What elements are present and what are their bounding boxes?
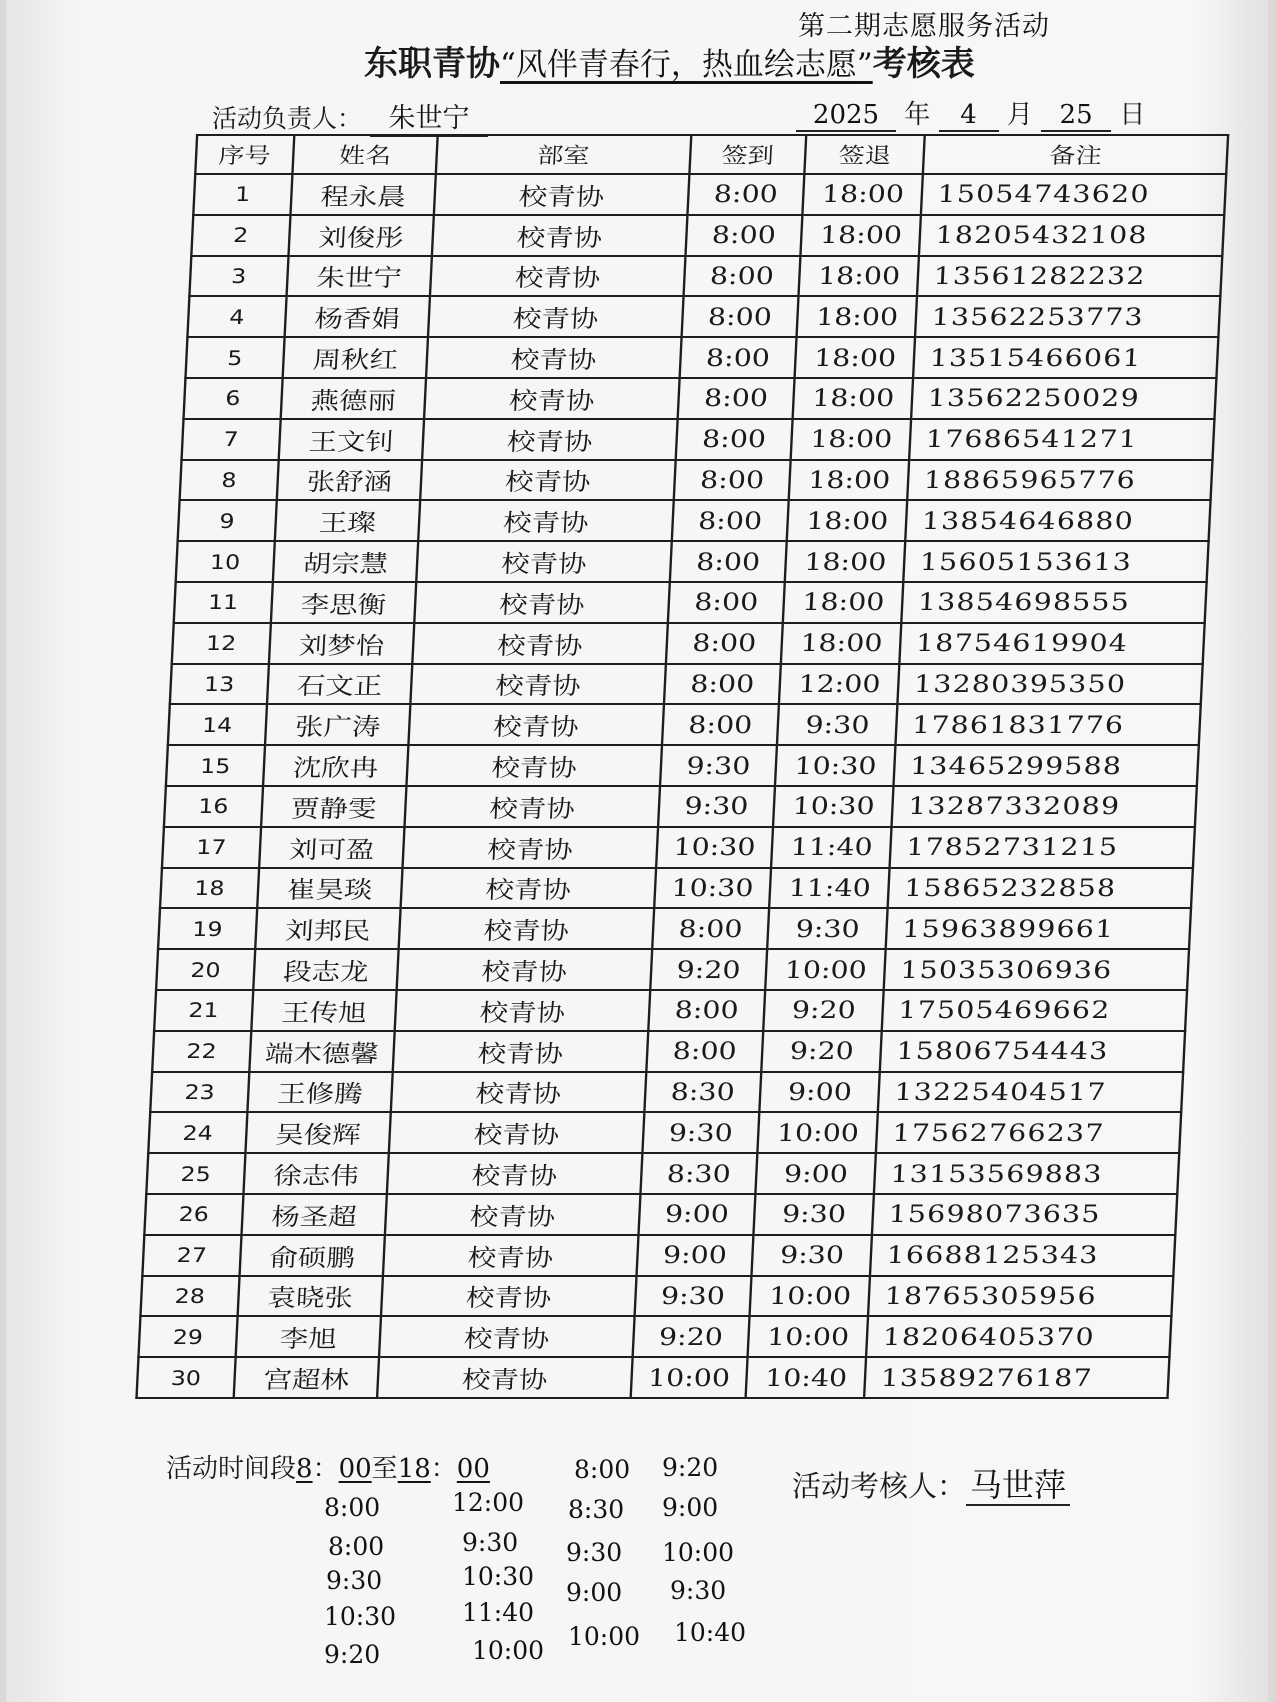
cell-department: 校青协 bbox=[423, 419, 678, 460]
cell-department: 校青协 bbox=[411, 664, 666, 705]
leader-name: 朱世宁 bbox=[370, 96, 488, 137]
cell-sign-in: 9:30 bbox=[659, 745, 777, 786]
slot-start-time: 8:30 bbox=[568, 1495, 625, 1524]
cell-index: 27 bbox=[142, 1235, 241, 1276]
table-row bbox=[189, 256, 1222, 297]
cell-sign-out: 18:00 bbox=[797, 296, 917, 337]
cell-sign-out: 18:00 bbox=[789, 460, 909, 501]
reviewer-label: 活动考核人： bbox=[792, 1469, 967, 1503]
cell-department: 校青协 bbox=[395, 990, 650, 1031]
cell-sign-in: 8:00 bbox=[685, 215, 803, 256]
cell-sign-in: 9:20 bbox=[632, 1316, 750, 1357]
table-row bbox=[162, 827, 1195, 868]
cell-remarks: 18865965776 bbox=[907, 460, 1212, 501]
period-sep-1: ： bbox=[312, 1454, 339, 1484]
title-quote: “风伴青春行，热血绘志愿” bbox=[500, 47, 873, 83]
table-row bbox=[184, 378, 1217, 419]
cell-index: 26 bbox=[144, 1194, 243, 1235]
slot-start-time: 9:00 bbox=[566, 1578, 623, 1607]
column-header-index: 序号 bbox=[195, 135, 294, 174]
title-suffix: 考核表 bbox=[872, 44, 975, 84]
cell-sign-in: 8:00 bbox=[652, 908, 770, 949]
date-line bbox=[796, 94, 1145, 132]
cell-index: 24 bbox=[148, 1112, 247, 1153]
slot-end-time: 10:30 bbox=[462, 1562, 535, 1591]
period-sep-2: ： bbox=[430, 1454, 457, 1484]
cell-sign-in: 8:00 bbox=[683, 256, 801, 297]
cell-sign-out: 18:00 bbox=[793, 378, 913, 419]
cell-remarks: 13561282232 bbox=[917, 256, 1222, 297]
cell-department: 校青协 bbox=[379, 1316, 634, 1357]
slot-start-time: 9:20 bbox=[324, 1640, 381, 1669]
cell-sign-in: 8:00 bbox=[681, 296, 799, 337]
slot-start-time: 8:00 bbox=[324, 1493, 381, 1522]
cell-remarks: 13287332089 bbox=[892, 786, 1197, 827]
cell-index: 8 bbox=[180, 460, 279, 501]
cell-sign-in: 8:00 bbox=[665, 623, 783, 664]
cell-index: 16 bbox=[164, 786, 263, 827]
cell-index: 30 bbox=[137, 1357, 236, 1398]
cell-index: 4 bbox=[187, 296, 286, 337]
cell-name: 王文钊 bbox=[278, 419, 424, 460]
cell-remarks: 16688125343 bbox=[870, 1235, 1175, 1276]
cell-index: 5 bbox=[185, 337, 284, 378]
column-header-remarks: 备注 bbox=[923, 135, 1228, 174]
cell-sign-in: 8:30 bbox=[644, 1072, 762, 1113]
cell-index: 3 bbox=[189, 256, 288, 297]
cell-remarks: 17861831776 bbox=[896, 704, 1201, 745]
cell-sign-in: 8:00 bbox=[646, 1031, 764, 1072]
cell-department: 校青协 bbox=[399, 908, 654, 949]
cell-sign-in: 10:00 bbox=[630, 1357, 748, 1398]
cell-index: 22 bbox=[152, 1031, 251, 1072]
cell-sign-in: 9:20 bbox=[650, 949, 768, 990]
cell-name: 王传旭 bbox=[251, 990, 397, 1031]
cell-name: 李旭 bbox=[235, 1316, 381, 1357]
cell-sign-out: 10:30 bbox=[775, 745, 895, 786]
column-header-sign-out: 签退 bbox=[805, 135, 925, 174]
table-row bbox=[137, 1357, 1170, 1398]
cell-name: 刘邦民 bbox=[255, 908, 401, 949]
cell-remarks: 18754619904 bbox=[900, 623, 1205, 664]
activity-subtitle: 第二期志愿服务活动 bbox=[798, 11, 1050, 42]
reviewer-name: 马世萍 bbox=[966, 1466, 1070, 1506]
cell-sign-out: 12:00 bbox=[779, 664, 899, 705]
cell-index: 23 bbox=[150, 1072, 249, 1113]
table-row bbox=[182, 419, 1215, 460]
cell-remarks: 13280395350 bbox=[898, 664, 1203, 705]
table-row bbox=[178, 500, 1211, 541]
slot-end-time: 11:40 bbox=[462, 1598, 535, 1627]
table-row bbox=[142, 1235, 1175, 1276]
cell-sign-out: 18:00 bbox=[799, 256, 919, 297]
cell-index: 1 bbox=[193, 174, 292, 215]
cell-remarks: 15806754443 bbox=[880, 1031, 1185, 1072]
cell-name: 宫超林 bbox=[233, 1357, 379, 1398]
cell-department: 校青协 bbox=[385, 1194, 640, 1235]
cell-department: 校青协 bbox=[387, 1153, 642, 1194]
cell-remarks: 13515466061 bbox=[913, 337, 1218, 378]
cell-index: 14 bbox=[168, 704, 267, 745]
cell-sign-out: 9:00 bbox=[760, 1072, 880, 1113]
column-header-sign-in: 签到 bbox=[689, 135, 807, 174]
cell-remarks: 18205432108 bbox=[919, 215, 1224, 256]
cell-remarks: 15605153613 bbox=[904, 541, 1209, 582]
date-year-unit: 年 bbox=[904, 100, 931, 130]
cell-department: 校青协 bbox=[401, 868, 656, 909]
period-start-hour: 8 bbox=[296, 1454, 313, 1484]
cell-name: 段志龙 bbox=[253, 949, 399, 990]
cell-sign-in: 9:30 bbox=[657, 786, 775, 827]
table-row bbox=[174, 582, 1207, 623]
table-row bbox=[193, 174, 1226, 215]
attendance-table bbox=[135, 134, 1229, 1399]
cell-department: 校青协 bbox=[419, 500, 674, 541]
cell-index: 6 bbox=[184, 378, 283, 419]
cell-sign-in: 9:30 bbox=[642, 1112, 760, 1153]
cell-department: 校青协 bbox=[434, 174, 689, 215]
cell-sign-out: 9:20 bbox=[764, 990, 884, 1031]
cell-remarks: 13562250029 bbox=[911, 378, 1216, 419]
cell-sign-in: 8:00 bbox=[663, 664, 781, 705]
cell-sign-out: 11:40 bbox=[770, 868, 890, 909]
cell-name: 朱世宁 bbox=[286, 256, 432, 297]
cell-remarks: 13465299588 bbox=[894, 745, 1199, 786]
cell-sign-out: 18:00 bbox=[795, 337, 915, 378]
cell-index: 9 bbox=[178, 500, 277, 541]
table-row bbox=[158, 908, 1191, 949]
date-month: 4 bbox=[939, 100, 999, 132]
cell-index: 12 bbox=[172, 623, 271, 664]
cell-index: 20 bbox=[156, 949, 255, 990]
cell-name: 燕德丽 bbox=[280, 378, 426, 419]
period-end-hour: 18 bbox=[397, 1454, 431, 1484]
cell-remarks: 17852731215 bbox=[890, 827, 1195, 868]
table-row bbox=[166, 745, 1199, 786]
slot-end-time: 9:30 bbox=[670, 1576, 727, 1605]
cell-sign-out: 9:30 bbox=[777, 704, 897, 745]
cell-name: 贾静雯 bbox=[261, 786, 407, 827]
cell-name: 石文正 bbox=[267, 664, 413, 705]
cell-department: 校青协 bbox=[432, 215, 687, 256]
table-row bbox=[170, 664, 1203, 705]
cell-sign-out: 11:40 bbox=[772, 827, 892, 868]
reviewer-line bbox=[792, 1460, 1070, 1506]
cell-department: 校青协 bbox=[389, 1112, 644, 1153]
cell-index: 18 bbox=[160, 868, 259, 909]
cell-remarks: 15698073635 bbox=[872, 1194, 1177, 1235]
cell-sign-in: 9:30 bbox=[634, 1276, 752, 1317]
slot-end-time: 10:00 bbox=[472, 1636, 545, 1665]
table-row bbox=[138, 1316, 1171, 1357]
cell-department: 校青协 bbox=[426, 337, 681, 378]
cell-sign-in: 8:00 bbox=[673, 460, 791, 501]
cell-sign-out: 18:00 bbox=[783, 582, 903, 623]
cell-sign-out: 18:00 bbox=[803, 174, 923, 215]
slot-start-time: 8:00 bbox=[328, 1532, 385, 1561]
cell-department: 校青协 bbox=[409, 704, 664, 745]
slot-end-time: 9:20 bbox=[662, 1453, 719, 1482]
cell-sign-in: 10:30 bbox=[654, 868, 772, 909]
slot-end-time: 10:00 bbox=[662, 1538, 735, 1567]
cell-name: 俞硕鹏 bbox=[239, 1235, 385, 1276]
cell-remarks: 17505469662 bbox=[882, 990, 1187, 1031]
slot-end-time: 12:00 bbox=[452, 1488, 525, 1517]
period-to: 至 bbox=[371, 1454, 398, 1484]
cell-sign-out: 9:00 bbox=[756, 1153, 876, 1194]
cell-index: 17 bbox=[162, 827, 261, 868]
cell-department: 校青协 bbox=[393, 1031, 648, 1072]
table-row bbox=[180, 460, 1213, 501]
cell-department: 校青协 bbox=[428, 296, 683, 337]
cell-remarks: 18765305956 bbox=[868, 1276, 1173, 1317]
activity-period bbox=[166, 1448, 490, 1485]
cell-sign-in: 8:00 bbox=[679, 337, 797, 378]
cell-department: 校青协 bbox=[430, 256, 685, 297]
cell-department: 校青协 bbox=[405, 786, 660, 827]
table-row bbox=[191, 215, 1224, 256]
period-end-minute: 00 bbox=[456, 1454, 490, 1484]
date-day-unit: 日 bbox=[1119, 100, 1146, 130]
date-year: 2025 bbox=[796, 100, 896, 132]
cell-department: 校青协 bbox=[424, 378, 679, 419]
title-prefix: 东职青协 bbox=[364, 44, 500, 84]
cell-department: 校青协 bbox=[377, 1357, 632, 1398]
document-page bbox=[6, 0, 1268, 1702]
table-row bbox=[185, 337, 1218, 378]
cell-name: 徐志伟 bbox=[243, 1153, 389, 1194]
form-title bbox=[364, 36, 975, 85]
cell-sign-out: 10:30 bbox=[773, 786, 893, 827]
cell-department: 校青协 bbox=[403, 827, 658, 868]
slot-end-time: 10:40 bbox=[674, 1618, 747, 1647]
cell-sign-out: 18:00 bbox=[785, 541, 905, 582]
cell-index: 13 bbox=[170, 664, 269, 705]
table-row bbox=[164, 786, 1197, 827]
cell-name: 王修腾 bbox=[247, 1072, 393, 1113]
cell-remarks: 13854646880 bbox=[906, 500, 1211, 541]
cell-remarks: 13225404517 bbox=[878, 1072, 1183, 1113]
table-row bbox=[154, 990, 1187, 1031]
cell-index: 28 bbox=[140, 1276, 239, 1317]
cell-sign-in: 8:00 bbox=[671, 500, 789, 541]
table-row bbox=[176, 541, 1209, 582]
cell-sign-in: 9:00 bbox=[636, 1235, 754, 1276]
cell-sign-in: 8:30 bbox=[640, 1153, 758, 1194]
cell-department: 校青协 bbox=[421, 460, 676, 501]
column-header-name: 姓名 bbox=[292, 135, 438, 174]
cell-sign-out: 10:00 bbox=[750, 1276, 870, 1317]
cell-department: 校青协 bbox=[391, 1072, 646, 1113]
cell-name: 杨圣超 bbox=[241, 1194, 387, 1235]
cell-name: 胡宗慧 bbox=[273, 541, 419, 582]
cell-sign-in: 8:00 bbox=[661, 704, 779, 745]
cell-name: 程永晨 bbox=[290, 174, 436, 215]
cell-name: 袁晓张 bbox=[237, 1276, 383, 1317]
cell-sign-in: 8:00 bbox=[675, 419, 793, 460]
slot-start-time: 10:00 bbox=[568, 1622, 641, 1651]
cell-sign-out: 10:40 bbox=[746, 1357, 866, 1398]
cell-sign-in: 8:00 bbox=[667, 582, 785, 623]
table-row bbox=[187, 296, 1220, 337]
cell-remarks: 15865232858 bbox=[888, 868, 1193, 909]
table-row bbox=[160, 868, 1193, 909]
cell-name: 端木德馨 bbox=[249, 1031, 395, 1072]
table-row bbox=[156, 949, 1189, 990]
cell-name: 王璨 bbox=[275, 500, 421, 541]
leader-line bbox=[212, 96, 488, 137]
column-header-department: 部室 bbox=[436, 135, 690, 174]
cell-sign-in: 10:30 bbox=[656, 827, 774, 868]
cell-name: 周秋红 bbox=[282, 337, 428, 378]
cell-remarks: 15054743620 bbox=[921, 174, 1226, 215]
table-row bbox=[148, 1112, 1181, 1153]
cell-sign-out: 10:00 bbox=[766, 949, 886, 990]
cell-index: 2 bbox=[191, 215, 290, 256]
table-row bbox=[172, 623, 1205, 664]
cell-department: 校青协 bbox=[381, 1276, 636, 1317]
slot-start-time: 9:30 bbox=[326, 1566, 383, 1595]
cell-index: 11 bbox=[174, 582, 273, 623]
slot-start-time: 9:30 bbox=[566, 1538, 623, 1567]
cell-sign-in: 8:00 bbox=[648, 990, 766, 1031]
cell-sign-out: 10:00 bbox=[748, 1316, 868, 1357]
cell-name: 张广涛 bbox=[265, 704, 411, 745]
slot-start-time: 10:30 bbox=[324, 1602, 397, 1631]
period-label: 活动时间段 bbox=[166, 1454, 297, 1484]
table-row bbox=[168, 704, 1201, 745]
cell-index: 25 bbox=[146, 1153, 245, 1194]
cell-sign-in: 8:00 bbox=[677, 378, 795, 419]
cell-name: 刘俊彤 bbox=[288, 215, 434, 256]
cell-sign-out: 9:20 bbox=[762, 1031, 882, 1072]
cell-remarks: 13153569883 bbox=[874, 1153, 1179, 1194]
cell-department: 校青协 bbox=[413, 623, 668, 664]
slot-end-time: 9:30 bbox=[462, 1528, 519, 1557]
cell-remarks: 17686541271 bbox=[909, 419, 1214, 460]
cell-remarks: 17562766237 bbox=[876, 1112, 1181, 1153]
cell-department: 校青协 bbox=[417, 541, 672, 582]
cell-remarks: 15035306936 bbox=[884, 949, 1189, 990]
cell-sign-out: 18:00 bbox=[787, 500, 907, 541]
slot-start-time: 8:00 bbox=[574, 1455, 631, 1484]
table-body bbox=[137, 174, 1227, 1398]
cell-sign-out: 9:30 bbox=[754, 1194, 874, 1235]
date-month-unit: 月 bbox=[1006, 100, 1033, 130]
cell-department: 校青协 bbox=[383, 1235, 638, 1276]
cell-name: 张舒涵 bbox=[276, 460, 422, 501]
cell-department: 校青协 bbox=[397, 949, 652, 990]
cell-sign-out: 9:30 bbox=[752, 1235, 872, 1276]
period-start-minute: 00 bbox=[338, 1454, 372, 1484]
table-row bbox=[140, 1276, 1173, 1317]
cell-index: 15 bbox=[166, 745, 265, 786]
table-row bbox=[144, 1194, 1177, 1235]
cell-sign-in: 9:00 bbox=[638, 1194, 756, 1235]
cell-sign-out: 10:00 bbox=[758, 1112, 878, 1153]
cell-sign-in: 8:00 bbox=[687, 174, 805, 215]
cell-index: 19 bbox=[158, 908, 257, 949]
cell-name: 吴俊辉 bbox=[245, 1112, 391, 1153]
cell-sign-out: 18:00 bbox=[791, 419, 911, 460]
cell-name: 崔昊琰 bbox=[257, 868, 403, 909]
cell-sign-in: 8:00 bbox=[669, 541, 787, 582]
cell-department: 校青协 bbox=[415, 582, 670, 623]
cell-name: 沈欣冉 bbox=[263, 745, 409, 786]
cell-name: 刘可盈 bbox=[259, 827, 405, 868]
cell-index: 7 bbox=[182, 419, 281, 460]
cell-name: 杨香娟 bbox=[284, 296, 430, 337]
leader-label: 活动负责人： bbox=[212, 104, 363, 133]
cell-index: 10 bbox=[176, 541, 275, 582]
cell-sign-out: 18:00 bbox=[801, 215, 921, 256]
cell-remarks: 13562253773 bbox=[915, 296, 1220, 337]
slot-end-time: 9:00 bbox=[662, 1493, 719, 1522]
cell-index: 29 bbox=[138, 1316, 237, 1357]
table-row bbox=[152, 1031, 1185, 1072]
cell-name: 李思衡 bbox=[271, 582, 417, 623]
cell-remarks: 13854698555 bbox=[902, 582, 1207, 623]
cell-sign-out: 9:30 bbox=[768, 908, 888, 949]
table-row bbox=[150, 1072, 1183, 1113]
cell-index: 21 bbox=[154, 990, 253, 1031]
cell-remarks: 18206405370 bbox=[866, 1316, 1171, 1357]
cell-department: 校青协 bbox=[407, 745, 662, 786]
cell-sign-out: 18:00 bbox=[781, 623, 901, 664]
table-header-row bbox=[195, 135, 1228, 174]
table-row bbox=[146, 1153, 1179, 1194]
date-day: 25 bbox=[1041, 100, 1111, 132]
cell-remarks: 13589276187 bbox=[864, 1357, 1169, 1398]
cell-remarks: 15963899661 bbox=[886, 908, 1191, 949]
cell-name: 刘梦怡 bbox=[269, 623, 415, 664]
